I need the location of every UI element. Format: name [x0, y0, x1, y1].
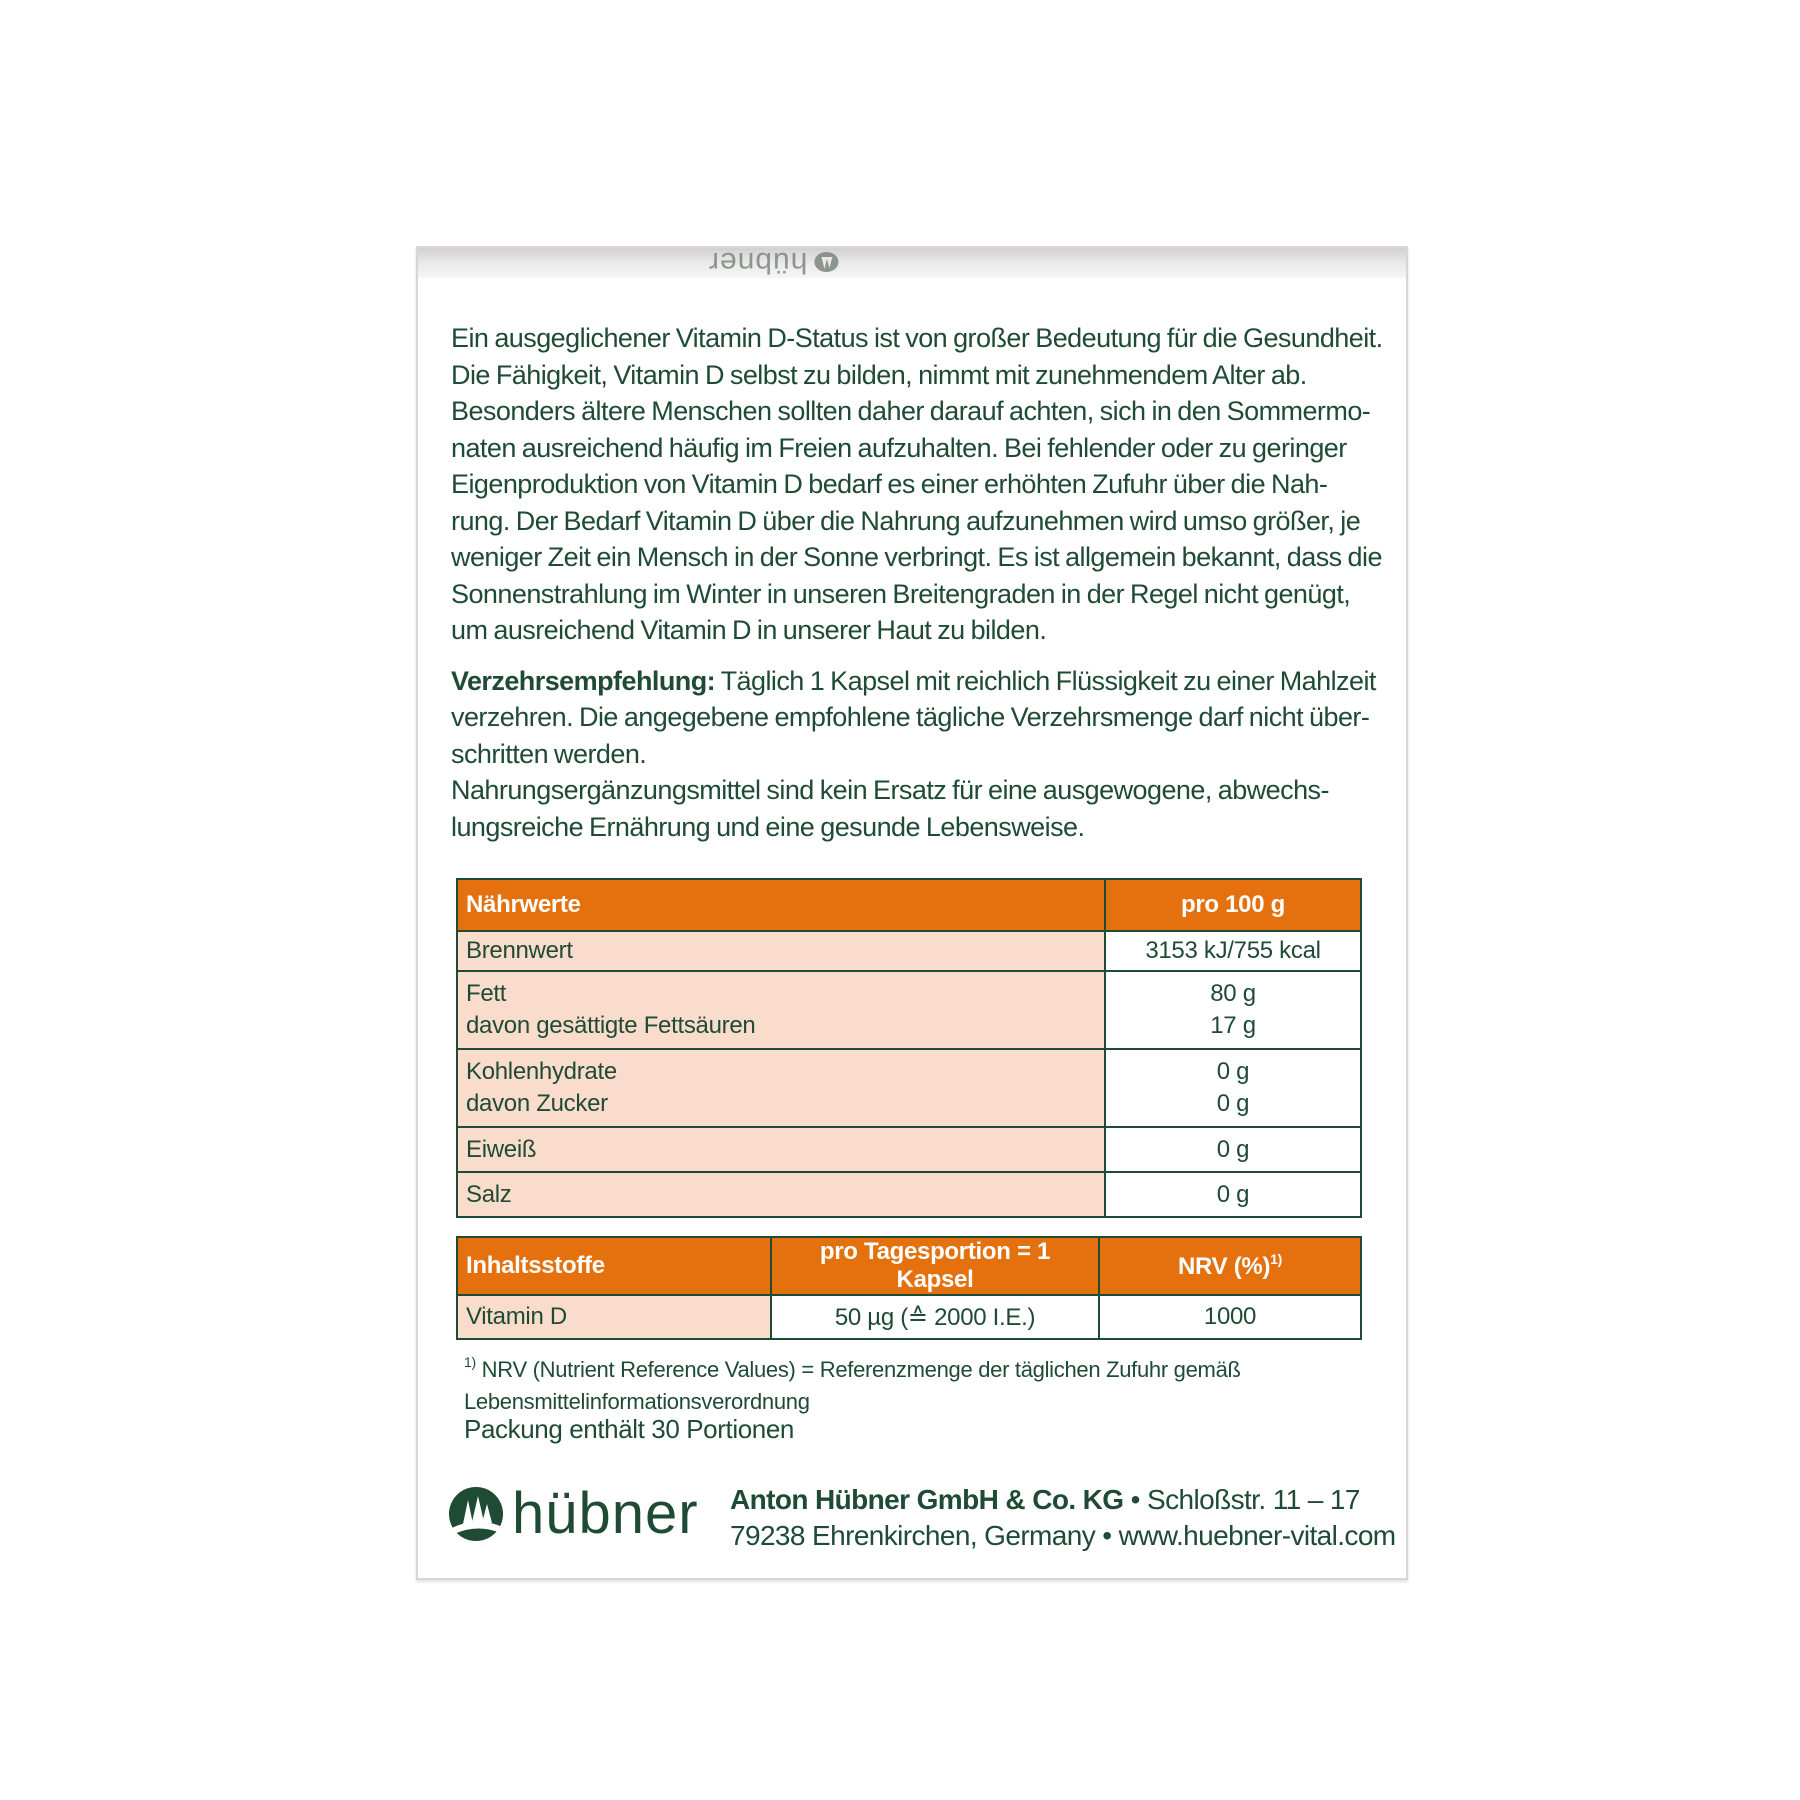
intro-line: Die Fähigkeit, Vitamin D selbst zu bilden, nimmt mit zunehmendem Alter ab. — [451, 359, 1307, 390]
nutrient-value-line: 0 g — [1216, 1135, 1250, 1163]
nutrient-value — [1105, 1172, 1361, 1217]
intro-line: Ein ausgeglichener Vitamin D-Status ist von großer Bedeutung für die Gesundheit. — [451, 323, 1383, 353]
intro-paragraph — [451, 320, 1381, 649]
intro-line: weniger Zeit ein Mensch in der Sonne verbringt. Es ist allgemein bekannt, dass die — [451, 542, 1382, 572]
recommendation-line: lungsreiche Ernährung und eine gesunde Lebensweise. — [451, 811, 1085, 842]
recommendation-line: verzehren. Die angegebene empfohlene tägliche Verzehrsmenge darf nicht über- — [451, 702, 1370, 732]
brand-logo — [448, 1481, 699, 1546]
ingredients-table — [456, 1236, 1362, 1340]
nutrient-label — [457, 1172, 1105, 1217]
intro-line: um ausreichend Vitamin D in unserer Haut zu bilden. — [451, 615, 1047, 645]
ingredients-header-row — [457, 1237, 1361, 1295]
company-name: Anton Hübner GmbH & Co. KG — [730, 1484, 1124, 1515]
address-line — [730, 1482, 1396, 1518]
nutrient-label-line: davon Zucker — [466, 1090, 608, 1117]
intro-line: naten ausreichend häufig im Freien aufzuhalten. Bei fehlender oder zu geringer — [451, 432, 1347, 463]
table-row — [457, 971, 1361, 1049]
flap-logo — [708, 246, 839, 279]
recommendation-first-line: Täglich 1 Kapsel mit reichlich Flüssigkeit zu einer Mahlzeit — [715, 665, 1376, 696]
ingredient-amount: 50 µg (≙ 2000 I.E.) — [771, 1295, 1099, 1339]
nutrient-value-line: 80 g — [1210, 980, 1256, 1007]
nutrient-label-line: Brennwert — [466, 937, 573, 964]
ingredient-nrv: 1000 — [1099, 1295, 1361, 1339]
portions-text: Packung enthält 30 Portionen — [464, 1414, 794, 1444]
nutrient-value-line: 0 g — [1216, 1180, 1250, 1208]
ingredients-header-nrv — [1099, 1237, 1361, 1295]
ingredients-header-portion: pro Tagesportion = 1 Kapsel — [771, 1237, 1099, 1295]
table-row — [457, 1049, 1361, 1127]
table-row — [457, 1127, 1361, 1172]
nutrient-label-line: Salz — [466, 1180, 512, 1208]
address-line: 79238 Ehrenkirchen, Germany • www.huebner-vital.com — [730, 1520, 1396, 1551]
nutrient-value — [1105, 931, 1361, 971]
nrv-header-label: NRV (%) — [1178, 1253, 1271, 1280]
package-back-panel — [416, 246, 1408, 1580]
recommendation-line — [451, 663, 1381, 700]
ingredient-name: Vitamin D — [457, 1295, 771, 1339]
nutrient-value — [1105, 971, 1361, 1049]
nrv-footnote-marker: 1) — [1270, 1251, 1282, 1267]
tree-badge-icon — [448, 1486, 504, 1542]
ingredients-header-name: Inhaltsstoffe — [457, 1237, 771, 1295]
table-row — [457, 1172, 1361, 1217]
recommendation-line: Nahrungsergänzungsmittel sind kein Ersatz für eine ausgewogene, abwechs- — [451, 775, 1329, 805]
nutrient-label-line: Kohlenhydrate — [466, 1058, 617, 1085]
footnote-text: NRV (Nutrient Reference Values) = Referenzmenge der täglichen Zufuhr gemäß — [475, 1357, 1241, 1382]
nutrient-value — [1105, 1049, 1361, 1127]
nutrient-label — [457, 931, 1105, 971]
recommendation-label: Verzehrsempfehlung: — [451, 665, 716, 696]
nutrition-table — [456, 878, 1362, 1218]
text-content — [451, 320, 1381, 845]
nutrient-label-line: Fett — [466, 980, 507, 1007]
footnote-line — [464, 1346, 1364, 1386]
nrv-footnote — [464, 1346, 1364, 1418]
brand-wordmark: hübner — [512, 1481, 699, 1546]
recommendation-line: schritten werden. — [451, 738, 647, 769]
nutrient-label-line: Eiweiß — [466, 1135, 537, 1163]
intro-line: Eigenproduktion von Vitamin D bedarf es einer erhöhten Zufuhr über die Nah- — [451, 469, 1328, 499]
nutrition-header-label: Nährwerte — [457, 879, 1105, 931]
intro-line: Sonnenstrahlung im Winter in unseren Breitengraden in der Regel nicht genügt, — [451, 578, 1351, 609]
nutrition-header-row — [457, 879, 1361, 931]
table-row — [457, 1295, 1361, 1339]
street-address: • Schloßstr. 11 – 17 — [1123, 1484, 1360, 1515]
footnote-line: Lebensmittelinformationsverordnung — [464, 1389, 810, 1414]
top-flap — [418, 248, 1406, 278]
nutrient-value — [1105, 1127, 1361, 1172]
nutrient-value-line: 3153 kJ/755 kcal — [1145, 937, 1321, 964]
nutrient-value-line: 17 g — [1210, 1012, 1256, 1039]
intro-line: Besonders ältere Menschen sollten daher darauf achten, sich in den Sommermo- — [451, 396, 1371, 426]
nutrition-header-value: pro 100 g — [1105, 879, 1361, 931]
company-address — [730, 1482, 1396, 1554]
nutrient-label — [457, 1049, 1105, 1127]
nutrient-value-line: 0 g — [1216, 1058, 1250, 1085]
nutrient-label — [457, 971, 1105, 1049]
nutrient-label-line: davon gesättigte Fettsäuren — [466, 1012, 756, 1039]
table-row — [457, 931, 1361, 971]
flap-logo-text: hübner — [708, 246, 808, 279]
nutrient-value-line: 0 g — [1216, 1090, 1250, 1117]
footnote-marker: 1) — [464, 1354, 476, 1370]
nutrient-label — [457, 1127, 1105, 1172]
intro-line: rung. Der Bedarf Vitamin D über die Nahrung aufzunehmen wird umso größer, je — [451, 505, 1361, 536]
tree-badge-icon — [813, 251, 839, 273]
recommendation-paragraph — [451, 663, 1381, 846]
